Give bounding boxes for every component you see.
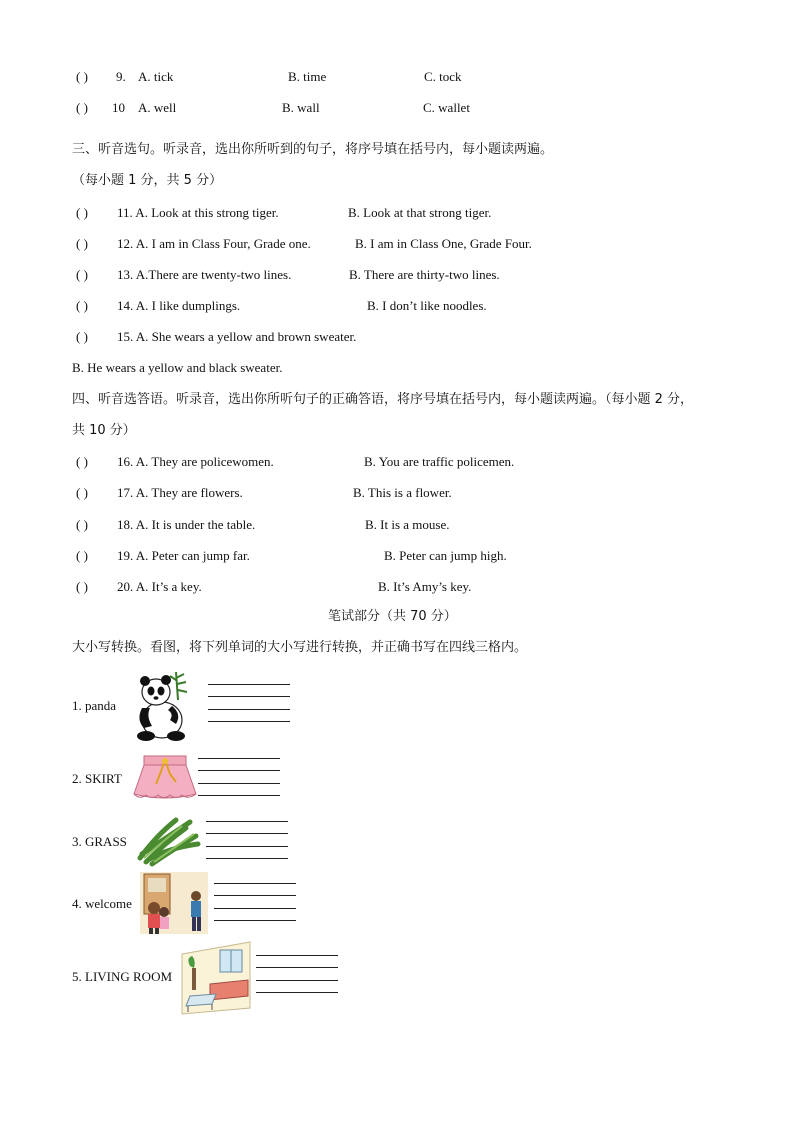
q12-option-a: 12. A. I am in Class Four, Grade one.	[117, 236, 311, 251]
q12-option-b: B. I am in Class One, Grade Four.	[355, 236, 532, 251]
written-instruction: 大小写转换。看图，将下列单词的大小写进行转换，并正确书写在四线三格内。	[72, 640, 528, 655]
q9-option-b: B. time	[288, 69, 327, 84]
writing-lines-1[interactable]	[208, 684, 290, 724]
q10-option-b: B. wall	[282, 100, 320, 115]
q16-paren[interactable]: ( )	[76, 454, 88, 469]
q14-option-b: B. I don’t like noodles.	[367, 298, 487, 313]
q13-paren[interactable]: ( )	[76, 267, 88, 282]
q9-number: 9.	[116, 69, 126, 84]
section3-score: （每小题 1 分，共 5 分）	[72, 173, 223, 188]
panda-icon	[132, 670, 192, 742]
q10-option-a: A. well	[138, 100, 177, 115]
q20-paren[interactable]: ( )	[76, 579, 88, 594]
q11-paren[interactable]: ( )	[76, 205, 88, 220]
q10-option-c: C. wallet	[423, 100, 470, 115]
word-1-label: 1. panda	[72, 698, 117, 713]
word-3-label: 3. GRASS	[72, 834, 127, 849]
q9-option-a: A. tick	[138, 69, 174, 84]
word-2-label: 2. SKIRT	[72, 771, 122, 786]
writing-lines-5[interactable]	[256, 955, 338, 995]
q9-paren[interactable]: ( )	[76, 69, 88, 84]
q9-option-c: C. tock	[424, 69, 462, 84]
q14-paren[interactable]: ( )	[76, 298, 88, 313]
q11-option-a: 11. A. Look at this strong tiger.	[117, 205, 279, 220]
writing-lines-3[interactable]	[206, 821, 288, 861]
q16-option-a: 16. A. They are policewomen.	[117, 454, 274, 469]
word-4-label: 4. welcome	[72, 896, 132, 911]
section4-title-cont: 共 10 分）	[72, 423, 136, 438]
q10-paren[interactable]: ( )	[76, 100, 88, 115]
q18-option-b: B. It is a mouse.	[365, 517, 450, 532]
word-5-label: 5. LIVING ROOM	[72, 969, 173, 984]
q13-option-a: 13. A.There are twenty-two lines.	[117, 267, 292, 282]
q19-paren[interactable]: ( )	[76, 548, 88, 563]
section4-title: 四、听音选答语。听录音，选出你所听句子的正确答语，将序号填在括号内，每小题读两遍。（每小题 2 分，	[72, 392, 694, 407]
q13-option-b: B. There are thirty-two lines.	[349, 267, 500, 282]
q19-option-b: B. Peter can jump high.	[384, 548, 507, 563]
q16-option-b: B. You are traffic policemen.	[364, 454, 515, 469]
q18-paren[interactable]: ( )	[76, 517, 88, 532]
writing-lines-2[interactable]	[198, 758, 280, 798]
q20-option-a: 20. A. It’s a key.	[117, 579, 202, 594]
q17-option-a: 17. A. They are flowers.	[117, 485, 243, 500]
q19-option-a: 19. A. Peter can jump far.	[117, 548, 250, 563]
q20-option-b: B. It’s Amy’s key.	[378, 579, 472, 594]
q15-option-a: 15. A. She wears a yellow and brown sweater.	[117, 329, 357, 344]
written-heading: 笔试部分（共 70 分）	[328, 609, 457, 624]
writing-lines-4[interactable]	[214, 883, 296, 923]
q10-number: 10	[112, 100, 125, 115]
q17-option-b: B. This is a flower.	[353, 485, 452, 500]
section3-title: 三、听音选句。听录音，选出你所听到的句子，将序号填在括号内，每小题读两遍。	[72, 142, 554, 157]
q15-option-b: B. He wears a yellow and black sweater.	[72, 360, 283, 375]
q14-option-a: 14. A. I like dumplings.	[117, 298, 241, 313]
q17-paren[interactable]: ( )	[76, 485, 88, 500]
welcome-scene-icon	[140, 872, 208, 934]
q12-paren[interactable]: ( )	[76, 236, 88, 251]
q11-option-b: B. Look at that strong tiger.	[348, 205, 492, 220]
skirt-icon	[132, 754, 198, 802]
q15-paren[interactable]: ( )	[76, 329, 88, 344]
q18-option-a: 18. A. It is under the table.	[117, 517, 256, 532]
grass-icon	[136, 814, 202, 866]
living-room-icon	[182, 938, 252, 1014]
